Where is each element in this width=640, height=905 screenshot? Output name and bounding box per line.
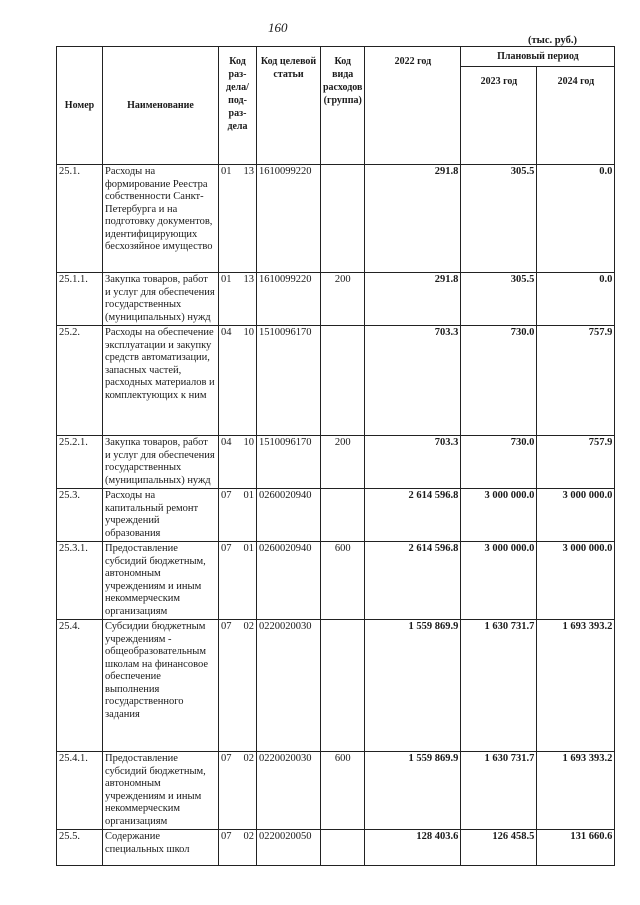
row-target-code: 1610099220 xyxy=(257,273,321,326)
row-value-2024: 0.0 xyxy=(537,273,615,326)
row-name: Предоставление субсидий бюджетным, автономным учреждениям и иным некоммерческим организациям xyxy=(103,752,219,830)
row-section-code xyxy=(219,620,257,752)
table-row xyxy=(57,326,615,436)
row-name: Предоставление субсидий бюджетным, автономным учреждениям и иным некоммерческим организациям xyxy=(103,542,219,620)
header-number: Номер xyxy=(57,47,103,165)
row-value-2024: 757.9 xyxy=(537,326,615,436)
row-subsection: 10 xyxy=(243,327,254,338)
row-name: Расходы на формирование Реестра собственности Санкт-Петербурга и на подготовку документов, идентифицирующих бесхозяйное имущество xyxy=(103,165,219,273)
header-expense-code: Код вида расходов (группа) xyxy=(321,47,365,165)
row-value-2022: 1 559 869.9 xyxy=(365,620,461,752)
units-label: (тыс. руб.) xyxy=(528,35,577,46)
row-name: Субсидии бюджетным учреждениям - общеобразовательным школам на финансовое обеспечение выполнения государственного задания xyxy=(103,620,219,752)
row-section-code xyxy=(219,273,257,326)
row-number: 25.1.1. xyxy=(57,273,103,326)
row-expense-code xyxy=(321,620,365,752)
row-value-2023: 305.5 xyxy=(461,165,537,273)
row-value-2024: 131 660.6 xyxy=(537,830,615,866)
table-row xyxy=(57,620,615,752)
row-value-2022: 703.3 xyxy=(365,436,461,489)
row-name: Закупка товаров, работ и услуг для обеспечения государственных (муниципальных) нужд xyxy=(103,436,219,489)
row-value-2024: 0.0 xyxy=(537,165,615,273)
table-row xyxy=(57,273,615,326)
header-section-code: Код раз-дела/ под-раз-дела xyxy=(219,47,257,165)
row-subsection: 02 xyxy=(243,621,254,632)
row-section: 04 xyxy=(221,327,232,338)
row-value-2022: 128 403.6 xyxy=(365,830,461,866)
row-expense-code xyxy=(321,489,365,542)
row-section: 07 xyxy=(221,490,232,501)
row-name: Закупка товаров, работ и услуг для обеспечения государственных (муниципальных) нужд xyxy=(103,273,219,326)
row-target-code: 1510096170 xyxy=(257,436,321,489)
row-value-2024: 1 693 393.2 xyxy=(537,620,615,752)
row-subsection: 01 xyxy=(243,543,254,554)
row-value-2024: 1 693 393.2 xyxy=(537,752,615,830)
row-value-2023: 126 458.5 xyxy=(461,830,537,866)
row-section-code xyxy=(219,165,257,273)
row-expense-code: 600 xyxy=(321,542,365,620)
header-plan-period: Плановый период xyxy=(461,47,615,67)
header-2023: 2023 год xyxy=(461,67,537,165)
row-subsection: 13 xyxy=(243,274,254,285)
row-expense-code xyxy=(321,165,365,273)
row-section-code xyxy=(219,326,257,436)
row-section-code xyxy=(219,752,257,830)
row-value-2023: 3 000 000.0 xyxy=(461,489,537,542)
row-value-2023: 3 000 000.0 xyxy=(461,542,537,620)
row-expense-code: 200 xyxy=(321,436,365,489)
row-value-2022: 1 559 869.9 xyxy=(365,752,461,830)
header-target-code: Код целевой статьи xyxy=(257,47,321,165)
row-number: 25.3. xyxy=(57,489,103,542)
row-value-2022: 2 614 596.8 xyxy=(365,489,461,542)
row-value-2024: 3 000 000.0 xyxy=(537,489,615,542)
row-value-2023: 1 630 731.7 xyxy=(461,620,537,752)
row-subsection: 02 xyxy=(243,831,254,842)
row-section: 07 xyxy=(221,543,232,554)
row-section: 07 xyxy=(221,831,232,842)
row-section-code xyxy=(219,542,257,620)
row-value-2023: 1 630 731.7 xyxy=(461,752,537,830)
table-row xyxy=(57,489,615,542)
row-value-2023: 730.0 xyxy=(461,436,537,489)
row-subsection: 02 xyxy=(243,753,254,764)
row-section: 01 xyxy=(221,274,232,285)
budget-table xyxy=(56,46,615,866)
row-name: Содержание специальных школ xyxy=(103,830,219,866)
row-expense-code: 200 xyxy=(321,273,365,326)
row-value-2022: 2 614 596.8 xyxy=(365,542,461,620)
row-section: 07 xyxy=(221,753,232,764)
header-name: Наименование xyxy=(103,47,219,165)
row-target-code: 0220020050 xyxy=(257,830,321,866)
row-target-code: 0220020030 xyxy=(257,620,321,752)
row-number: 25.2.1. xyxy=(57,436,103,489)
row-number: 25.5. xyxy=(57,830,103,866)
row-number: 25.4. xyxy=(57,620,103,752)
header-2024: 2024 год xyxy=(537,67,615,165)
row-target-code: 0260020940 xyxy=(257,542,321,620)
row-value-2024: 757.9 xyxy=(537,436,615,489)
row-section-code xyxy=(219,830,257,866)
row-number: 25.4.1. xyxy=(57,752,103,830)
row-expense-code xyxy=(321,830,365,866)
page-number: 160 xyxy=(268,20,288,35)
row-section: 01 xyxy=(221,166,232,177)
table-row xyxy=(57,830,615,866)
row-name: Расходы на обеспечение эксплуатации и закупку средств автоматизации, запасных частей, расходных материалов и комплектующих к ним xyxy=(103,326,219,436)
row-value-2024: 3 000 000.0 xyxy=(537,542,615,620)
row-subsection: 13 xyxy=(243,166,254,177)
row-expense-code: 600 xyxy=(321,752,365,830)
row-expense-code xyxy=(321,326,365,436)
row-number: 25.2. xyxy=(57,326,103,436)
row-section: 04 xyxy=(221,437,232,448)
row-number: 25.3.1. xyxy=(57,542,103,620)
row-value-2022: 291.8 xyxy=(365,165,461,273)
table-row xyxy=(57,165,615,273)
row-section-code xyxy=(219,489,257,542)
row-subsection: 10 xyxy=(243,437,254,448)
row-name: Расходы на капитальный ремонт учреждений образования xyxy=(103,489,219,542)
row-number: 25.1. xyxy=(57,165,103,273)
row-value-2023: 730.0 xyxy=(461,326,537,436)
header-2022: 2022 год xyxy=(365,47,461,165)
table-row xyxy=(57,752,615,830)
table-row xyxy=(57,436,615,489)
row-value-2022: 291.8 xyxy=(365,273,461,326)
table-row xyxy=(57,542,615,620)
row-target-code: 0220020030 xyxy=(257,752,321,830)
row-target-code: 0260020940 xyxy=(257,489,321,542)
row-subsection: 01 xyxy=(243,490,254,501)
row-section-code xyxy=(219,436,257,489)
row-target-code: 1610099220 xyxy=(257,165,321,273)
row-section: 07 xyxy=(221,621,232,632)
row-value-2023: 305.5 xyxy=(461,273,537,326)
row-value-2022: 703.3 xyxy=(365,326,461,436)
row-target-code: 1510096170 xyxy=(257,326,321,436)
